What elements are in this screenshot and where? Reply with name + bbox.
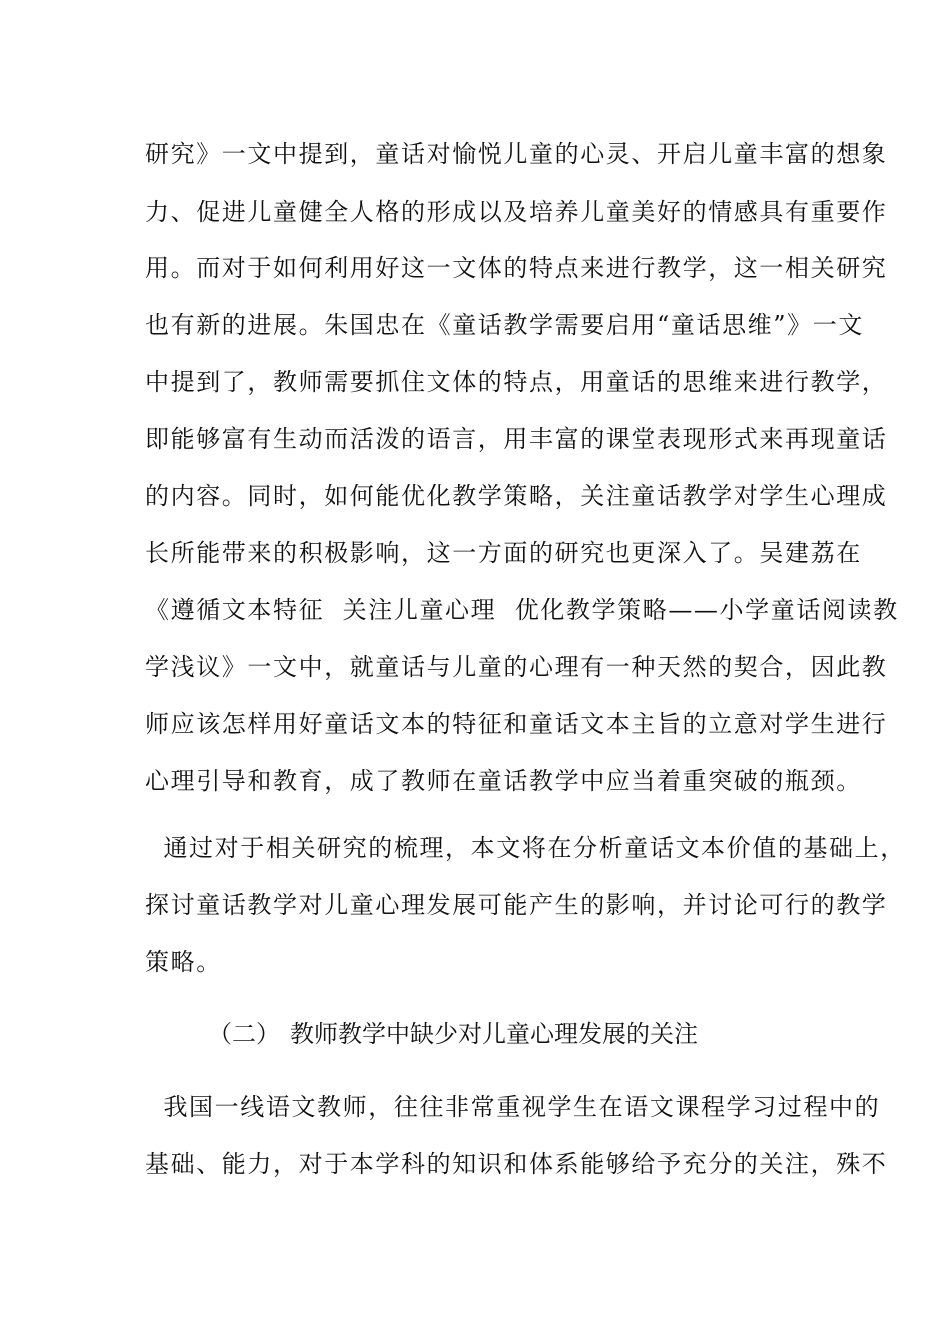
section-heading <box>208 1018 698 1050</box>
paragraph-line: 通过对于相关研究的梳理，本文将在分析童话文本价值的基础上， <box>145 834 906 862</box>
section-title: 教师教学中缺少对儿童心理发展的关注 <box>290 1020 698 1048</box>
paragraph-line: 学浅议》一文中，就童话与儿童的心理有一种天然的契合，因此教 <box>145 653 888 681</box>
paragraph-line: 我国一线语文教师，往往非常重视学生在语文课程学习过程中的 <box>145 1093 881 1121</box>
paragraph-line: 基础、能力，对于本学科的知识和体系能够给予充分的关注，殊不 <box>145 1150 888 1178</box>
paragraph-line: 《遵循文本特征 关注儿童心理 优化教学策略——小学童话阅读教 <box>145 596 899 624</box>
paragraph-line: 心理引导和教育，成了教师在童话教学中应当着重突破的瓶颈。 <box>145 767 862 795</box>
paragraph-line: 即能够富有生动而活泼的语言，用丰富的课堂表现形式来再现童话 <box>145 425 888 453</box>
paragraph-line: 师应该怎样用好童话文本的特征和童话文本主旨的立意对学生进行 <box>145 710 888 738</box>
paragraph-line: 探讨童话教学对儿童心理发展可能产生的影响，并讨论可行的教学 <box>145 891 888 919</box>
paragraph-line: 中提到了，教师需要抓住文体的特点，用童话的思维来进行教学， <box>145 368 888 396</box>
paragraph-line: 用。而对于如何利用好这一文体的特点来进行教学，这一相关研究 <box>145 254 888 282</box>
paragraph-line: 的内容。同时，如何能优化教学策略，关注童话教学对学生心理成 <box>145 482 888 510</box>
section-number: （二） <box>208 1020 280 1048</box>
paragraph-line: 也有新的进展。朱国忠在《童话教学需要启用“童话思维”》一文 <box>145 311 864 339</box>
paragraph-line: 研究》一文中提到，童话对愉悦儿童的心灵、开启儿童丰富的想象 <box>145 140 888 168</box>
paragraph-line: 力、促进儿童健全人格的形成以及培养儿童美好的情感具有重要作 <box>145 198 888 226</box>
paragraph-line: 长所能带来的积极影响，这一方面的研究也更深入了。吴建荔在 <box>145 539 862 567</box>
paragraph-line: 策略。 <box>145 948 222 976</box>
